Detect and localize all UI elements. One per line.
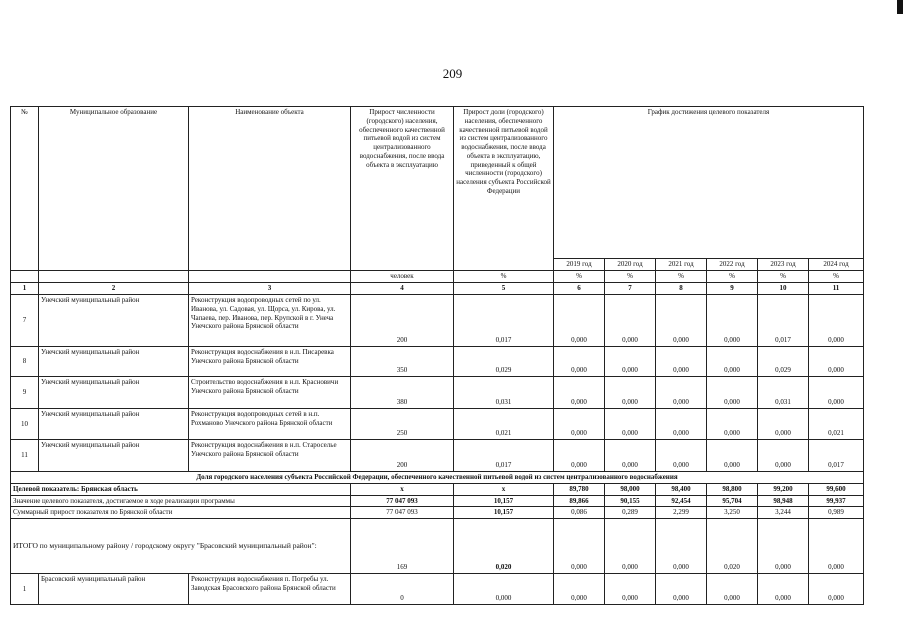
people-cell: 350 [351,347,454,377]
year-2023: 2023 год [758,259,809,271]
units-row [11,271,864,283]
municipality-cell: Брасовский муниципальный район [39,574,189,605]
value-2024: 0,000 [809,574,864,605]
value-2022: 0,000 [707,440,758,472]
table-row [11,377,864,409]
object-cell: Строительство водоснабжения в н.п. Красновичи Унечского района Брянской области [189,377,351,409]
share-cell: 0,029 [454,347,554,377]
municipality-cell: Унечский муниципальный район [39,347,189,377]
total-increase-row [11,507,864,519]
value-2019: 0,000 [554,347,605,377]
value-2020: 0,000 [605,574,656,605]
municipality-cell: Унечский муниципальный район [39,377,189,409]
value-2019: 0,000 [554,409,605,440]
col-number: 10 [758,283,809,295]
value-2020: 0,000 [605,519,656,574]
share-cell: 0,020 [454,519,554,574]
column-numbers-row [11,283,864,295]
row-number: 10 [11,409,39,440]
target-indicator-row [11,483,864,495]
value-2020: 0,289 [605,507,656,519]
row-number: 7 [11,295,39,347]
summary-label: Значение целевого показателя, достигаемое в ходе реализации программы [11,495,351,507]
col-number: 9 [707,283,758,295]
value-2023: 0,029 [758,347,809,377]
table-row [11,574,864,605]
col-number: 3 [189,283,351,295]
header-object-name: Наименование объекта [189,107,351,271]
unit-people: человек [351,271,454,283]
section-title-row [11,472,864,484]
header-share-increase: Прирост доли (городского) населения, обеспеченного качественной питьевой водой из систем централизованного водоснабжения, после ввода объекта в эксплуатацию, приведенный к общей численности (городского) населения субъекта Российской Федерации [454,107,554,271]
value-2019: 0,086 [554,507,605,519]
value-2023: 0,031 [758,377,809,409]
summary-label: Суммарный прирост показателя по Брянской области [11,507,351,519]
municipality-cell: Унечский муниципальный район [39,440,189,472]
people-cell: 77 047 093 [351,507,454,519]
header-no: № [11,107,39,271]
district-total-row [11,519,864,574]
table-row [11,440,864,472]
share-cell: 0,021 [454,409,554,440]
people-cell: 77 047 093 [351,495,454,507]
value-2024: 99,937 [809,495,864,507]
header-schedule: График достижения целевого показателя [554,107,864,259]
unit-percent: % [454,271,554,283]
object-cell: Реконструкция водоснабжения в н.п. Писаревка Унечского района Брянской области [189,347,351,377]
people-cell: 380 [351,377,454,409]
people-cell: x [351,483,454,495]
object-cell: Реконструкция водоснабжения в н.п. Староселье Унечского района Брянской области [189,440,351,472]
value-2022: 0,020 [707,519,758,574]
value-2024: 0,000 [809,377,864,409]
value-2020: 0,000 [605,409,656,440]
value-2022: 0,000 [707,377,758,409]
program-value-row [11,495,864,507]
value-2021: 98,400 [656,483,707,495]
people-cell: 200 [351,440,454,472]
col-number: 6 [554,283,605,295]
col-number: 2 [39,283,189,295]
col-number: 11 [809,283,864,295]
people-cell: 200 [351,295,454,347]
value-2019: 0,000 [554,574,605,605]
value-2024: 0,021 [809,409,864,440]
value-2019: 0,000 [554,519,605,574]
row-number: 8 [11,347,39,377]
share-cell: 10,157 [454,507,554,519]
header-pop-increase: Прирост численности (городского) населения, обеспеченного качественной питьевой водой из систем централизованного водоснабжения, после ввода объекта в эксплуатацию [351,107,454,271]
value-2022: 0,000 [707,295,758,347]
value-2021: 92,454 [656,495,707,507]
scan-edge-mark [897,0,903,14]
people-cell: 169 [351,519,454,574]
col-number: 8 [656,283,707,295]
value-2022: 0,000 [707,574,758,605]
value-2019: 0,000 [554,377,605,409]
year-2019: 2019 год [554,259,605,271]
unit-percent: % [554,271,605,283]
value-2021: 2,299 [656,507,707,519]
year-2022: 2022 год [707,259,758,271]
share-cell: 0,000 [454,574,554,605]
unit-percent: % [809,271,864,283]
row-number: 1 [11,574,39,605]
value-2021: 0,000 [656,377,707,409]
share-cell: 0,031 [454,377,554,409]
water-supply-table [10,106,864,605]
value-2020: 98,000 [605,483,656,495]
header-municipality: Муниципальное образование [39,107,189,271]
value-2021: 0,000 [656,347,707,377]
value-2024: 0,000 [809,347,864,377]
municipality-cell: Унечский муниципальный район [39,295,189,347]
object-cell: Реконструкция водопроводных сетей по ул. Иванова, ул. Садовая, ул. Щорса, ул. Кирова, ул. Чапаева, пер. Иванова, пер. Крупской в г. Унеча Унечского района Брянской области [189,295,351,347]
col-number: 7 [605,283,656,295]
col-number: 4 [351,283,454,295]
year-2020: 2020 год [605,259,656,271]
people-cell: 250 [351,409,454,440]
object-cell: Реконструкция водоснабжения п. Погребы ул. Заводская Брасовского района Брянской области [189,574,351,605]
value-2023: 99,200 [758,483,809,495]
unit-percent: % [707,271,758,283]
value-2019: 0,000 [554,440,605,472]
col-number: 5 [454,283,554,295]
value-2020: 0,000 [605,295,656,347]
share-cell: 0,017 [454,295,554,347]
value-2024: 0,000 [809,295,864,347]
table-row [11,409,864,440]
value-2023: 0,000 [758,409,809,440]
value-2019: 0,000 [554,295,605,347]
people-cell: 0 [351,574,454,605]
share-cell: 0,017 [454,440,554,472]
unit-percent: % [758,271,809,283]
value-2022: 0,000 [707,409,758,440]
value-2023: 98,948 [758,495,809,507]
value-2021: 0,000 [656,519,707,574]
municipality-cell: Унечский муниципальный район [39,409,189,440]
value-2020: 0,000 [605,440,656,472]
share-cell: 10,157 [454,495,554,507]
page-number: 209 [442,66,463,81]
row-number: 9 [11,377,39,409]
header-row [11,107,864,259]
row-number: 11 [11,440,39,472]
value-2023: 0,017 [758,295,809,347]
share-cell: x [454,483,554,495]
year-2024: 2024 год [809,259,864,271]
section-title: Доля городского населения субъекта Российской Федерации, обеспеченного качественной питьевой водой из систем централизованного водоснабжения [11,472,864,484]
table-row [11,347,864,377]
value-2019: 89,780 [554,483,605,495]
summary-label: Целевой показатель: Брянская область [11,483,351,495]
value-2024: 99,600 [809,483,864,495]
value-2024: 0,989 [809,507,864,519]
col-number: 1 [11,283,39,295]
district-total-label: ИТОГО по муниципальному району / городскому округу "Брасовский муниципальный район": [11,519,351,574]
value-2022: 3,250 [707,507,758,519]
value-2019: 89,866 [554,495,605,507]
unit-percent: % [656,271,707,283]
value-2021: 0,000 [656,574,707,605]
value-2022: 0,000 [707,347,758,377]
value-2024: 0,017 [809,440,864,472]
value-2024: 0,000 [809,519,864,574]
value-2021: 0,000 [656,295,707,347]
value-2020: 90,155 [605,495,656,507]
unit-percent: % [605,271,656,283]
value-2023: 0,000 [758,519,809,574]
value-2021: 0,000 [656,409,707,440]
value-2023: 0,000 [758,574,809,605]
value-2023: 0,000 [758,440,809,472]
table-row [11,295,864,347]
value-2023: 3,244 [758,507,809,519]
value-2020: 0,000 [605,347,656,377]
object-cell: Реконструкция водопроводных сетей в н.п. Рохманово Унечского района Брянской области [189,409,351,440]
value-2022: 95,704 [707,495,758,507]
value-2022: 98,800 [707,483,758,495]
value-2021: 0,000 [656,440,707,472]
year-2021: 2021 год [656,259,707,271]
value-2020: 0,000 [605,377,656,409]
